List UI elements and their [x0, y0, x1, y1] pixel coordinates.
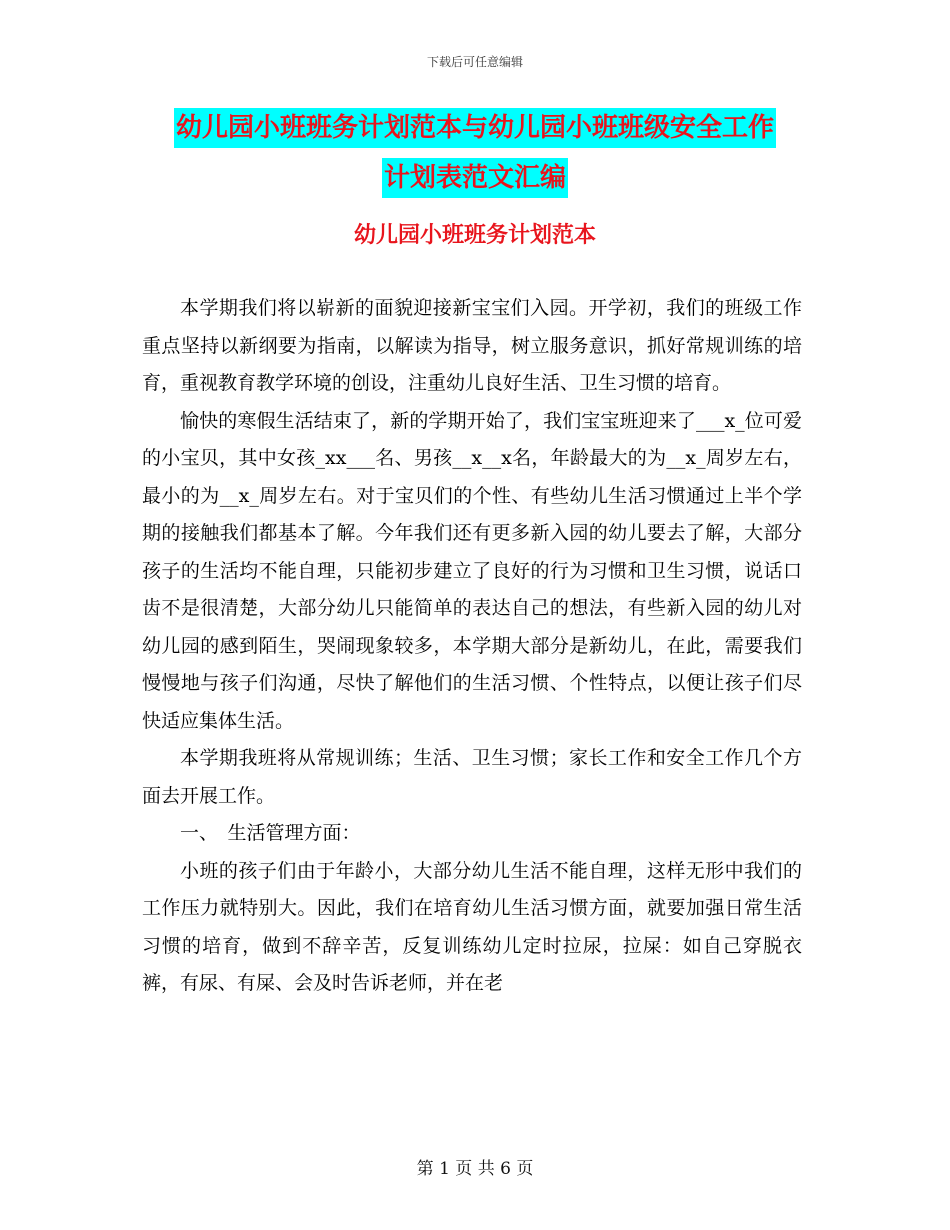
paragraph: 愉快的寒假生活结束了，新的学期开始了，我们宝宝班迎来了___x_位可爱的小宝贝，其中女孩_xx___名、男孩__x__x名，年龄最大的为__x_周岁左右，最小的为__x_周岁左右。对于宝贝们的个性、有些幼儿生活习惯通过上半个学期的接触我们都基本了解。今年我们还有更多新入园的幼儿要去了解，大部分孩子的生活均不能自理，只能初步建立了良好的行为习惯和卫生习惯，说话口齿不是很清楚，大部分幼儿只能简单的表达自己的想法，有些新入园的幼儿对幼儿园的感到陌生，哭闹现象较多，本学期大部分是新幼儿，在此，需要我们慢慢地与孩子们沟通，尽快了解他们的生活习惯、个性特点，以便让孩子们尽快适应集体生活。: [142, 409, 802, 732]
body-text: [142, 290, 802, 1003]
paragraph: 本学期我们将以崭新的面貌迎接新宝宝们入园。开学初，我们的班级工作重点坚持以新纲要为指南，以解读为指导，树立服务意识，抓好常规训练的培育，重视教育教学环境的创设，注重幼儿良好生活、卫生习惯的培育。: [142, 297, 802, 394]
section-heading: 一、 生活管理方面：: [180, 822, 361, 844]
section-title: 幼儿园小班班务计划范本: [353, 223, 596, 248]
page-number: 第 1 页 共 6 页: [416, 1159, 534, 1179]
document-title-line-2: 计划表范文汇编: [382, 158, 568, 198]
document-title-line-1: 幼儿园小班班务计划范本与幼儿园小班班级安全工作: [174, 108, 776, 148]
paragraph: 小班的孩子们由于年龄小，大部分幼儿生活不能自理，这样无形中我们的工作压力就特别大。因此，我们在培育幼儿生活习惯方面，就要加强日常生活习惯的培育，做到不辞辛苦，反复训练幼儿定时拉尿，拉屎：如自己穿脱衣裤，有尿、有屎、会及时告诉老师，并在老: [142, 859, 802, 994]
paragraph: 本学期我班将从常规训练；生活、卫生习惯；家长工作和安全工作几个方面去开展工作。: [142, 747, 802, 807]
header-note: 下载后可任意编辑: [426, 55, 523, 69]
document-title: [140, 108, 810, 208]
